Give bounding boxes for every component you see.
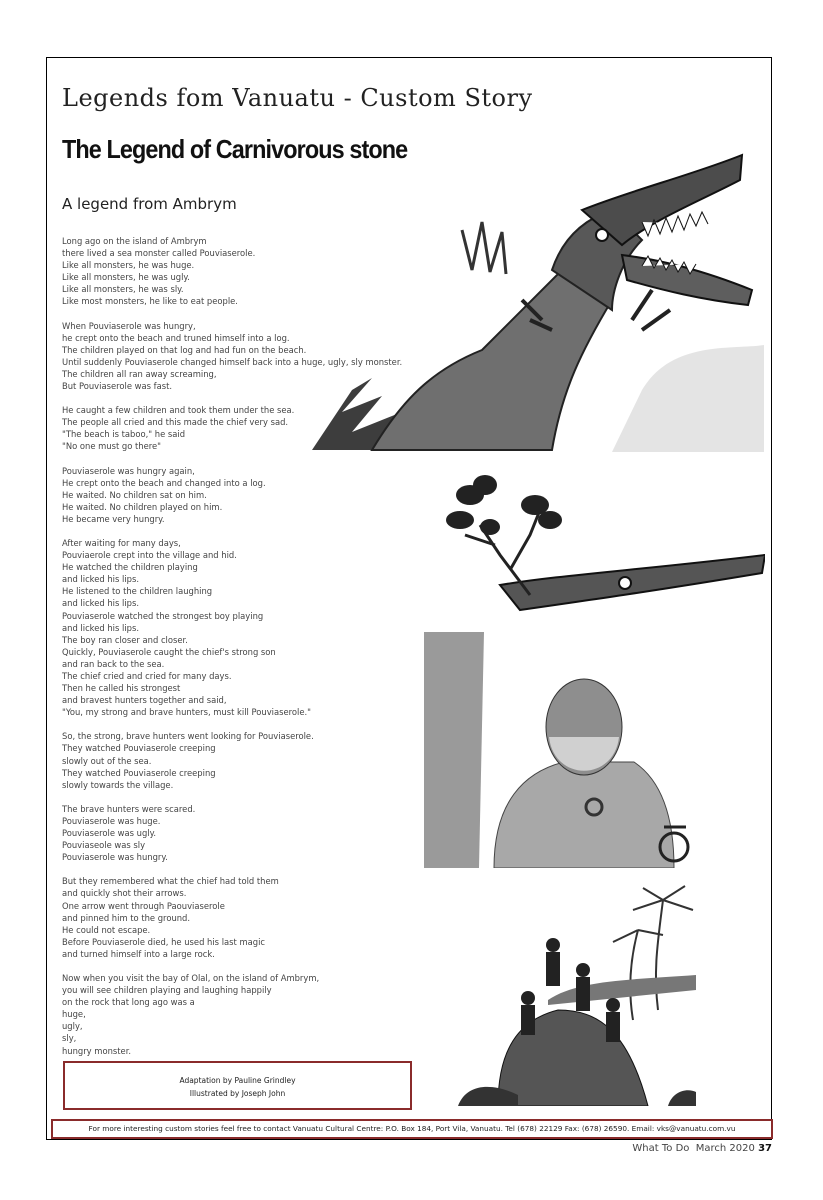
story-line: When Pouviaserole was hungry, xyxy=(62,320,196,331)
story-stanza xyxy=(62,803,417,863)
story-line: Then he called his strongest xyxy=(62,683,181,694)
story-line: Until suddenly Pouviaserole changed himself back into a huge, ugly, sly monster. xyxy=(62,356,403,367)
story-line: One arrow went through Paouviaserole xyxy=(62,900,225,911)
wash-background xyxy=(612,345,764,452)
story-line: "No one must go there" xyxy=(62,441,162,452)
rock xyxy=(498,1010,648,1106)
monster-lower-jaw xyxy=(622,255,752,305)
story-line: Quickly, Pouviaserole caught the chief's strong son xyxy=(62,646,276,657)
story-line: He listened to the children laughing xyxy=(62,586,213,597)
story-line: and quickly shot their arrows. xyxy=(62,888,187,899)
story-line: But Pouviaserole was fast. xyxy=(62,381,173,392)
story-line: Now when you visit the bay of Olal, on the island of Ambrym, xyxy=(62,972,320,983)
story-line: He caught a few children and took them under the sea. xyxy=(62,405,295,416)
story-stanza xyxy=(62,730,417,790)
adaptation-credit: Adaptation by Pauline Grindley xyxy=(179,1076,296,1085)
branch-leaves xyxy=(446,475,562,535)
story-line: Before Pouviaserole died, he used his last magic xyxy=(62,936,266,947)
story-line: Pouviaerole crept into the village and hid. xyxy=(62,550,237,561)
story-line: So, the strong, brave hunters went looking for Pouviaserole. xyxy=(62,731,314,742)
branch-log xyxy=(500,555,765,610)
story-line: The children all ran away screaming, xyxy=(62,368,217,379)
palm-trees xyxy=(613,886,693,1020)
story-line: Pouviaserole was ugly. xyxy=(62,828,157,839)
story-line: huge, xyxy=(62,1009,86,1020)
story-line: slowly out of the sea. xyxy=(62,755,152,766)
story-line: Like all monsters, he was sly. xyxy=(62,284,184,295)
story-line: He became very hungry. xyxy=(62,513,165,524)
branch-illustration xyxy=(440,465,765,615)
story-line: and bravest hunters together and said, xyxy=(62,695,227,706)
story-line: He watched the children playing xyxy=(62,562,198,573)
credits-box xyxy=(63,1061,412,1110)
story-line: He waited. No children played on him. xyxy=(62,501,223,512)
story-line: Like all monsters, he was huge. xyxy=(62,260,195,271)
story-line: The brave hunters were scared. xyxy=(62,803,196,814)
story-line: The chief cried and cried for many days. xyxy=(62,671,232,681)
story-line: Pouviaserole was hungry again, xyxy=(62,465,195,476)
story-line: you will see children playing and laughing happily xyxy=(62,985,272,996)
monster-body xyxy=(372,270,612,450)
monster-spines xyxy=(462,222,506,274)
story-line: and turned himself into a large rock. xyxy=(62,948,215,959)
story-line: But they remembered what the chief had told them xyxy=(62,876,279,887)
story-stanza xyxy=(62,972,417,1057)
children-on-rock-illustration xyxy=(458,880,696,1106)
story-line: Pouviaserole watched the strongest boy playing xyxy=(62,610,264,621)
story-line: and licked his lips. xyxy=(62,574,140,585)
page-number: 37 xyxy=(758,1143,772,1154)
story-line: Long ago on the island of Ambrym xyxy=(62,236,207,246)
sea-monster-illustration xyxy=(312,150,764,452)
magazine-name: What To Do xyxy=(632,1143,690,1154)
story-line: and licked his lips. xyxy=(62,622,140,633)
story-line: Like most monsters, he like to eat people. xyxy=(62,296,238,307)
story-line: "The beach is taboo," he said xyxy=(62,429,186,440)
contact-footer: For more interesting custom stories feel free to contact Vanuatu Cultural Centre: P.O. Box 184, Port Vila, Vanuatu. Tel (678) 22129 Fax: (678) 26590. Email: vks@vanuatu.com.vu xyxy=(51,1119,773,1139)
story-subtitle: A legend from Ambrym xyxy=(62,195,237,213)
tree-trunk xyxy=(424,632,484,868)
story-line: He waited. No children sat on him. xyxy=(62,489,207,500)
story-line: and pinned him to the ground. xyxy=(62,912,191,923)
story-line: sly, xyxy=(62,1033,77,1044)
story-line: Like all monsters, he was ugly. xyxy=(62,272,190,283)
story-line: "You, my strong and brave hunters, must kill Pouviaserole." xyxy=(62,707,312,718)
story-line: there lived a sea monster called Pouviaserole. xyxy=(62,248,256,259)
chief-illustration xyxy=(424,632,700,868)
issue-date: March 2020 xyxy=(695,1143,755,1154)
story-line: Pouviaseole was sly xyxy=(62,840,146,851)
page-title: The Legend of Carnivorous stone xyxy=(62,134,408,164)
story-line: The people all cried and this made the chief very sad. xyxy=(62,417,289,428)
story-line: They watched Pouviaserole creeping xyxy=(62,743,216,754)
story-line: on the rock that long ago was a xyxy=(62,997,195,1008)
story-line: After waiting for many days, xyxy=(62,537,181,548)
story-line: ugly, xyxy=(62,1021,83,1032)
story-stanza xyxy=(62,537,417,718)
illustration-credit: Illustrated by Joseph John xyxy=(189,1089,286,1098)
story-line: He could not escape. xyxy=(62,924,151,935)
story-line: hungry monster. xyxy=(62,1045,132,1056)
distant-shore xyxy=(548,975,696,1005)
log-eye xyxy=(619,577,631,589)
monster-eye xyxy=(596,229,608,241)
story-line: Pouviaserole was huge. xyxy=(62,815,161,826)
story-line: The children played on that log and had fun on the beach. xyxy=(62,344,307,355)
story-line: The boy ran closer and closer. xyxy=(62,634,188,645)
page-folio xyxy=(632,1143,772,1154)
series-heading: Legends fom Vanuatu - Custom Story xyxy=(62,84,533,112)
story-line: slowly towards the village. xyxy=(62,779,174,790)
story-line: and licked his lips. xyxy=(62,598,140,609)
story-stanza xyxy=(62,875,417,960)
story-line: Pouviaserole was hungry. xyxy=(62,852,168,863)
story-line: He crept onto the beach and changed into a log. xyxy=(62,477,266,488)
story-line: he crept onto the beach and truned himself into a log. xyxy=(62,332,290,343)
story-stanza xyxy=(62,465,417,525)
story-line: and ran back to the sea. xyxy=(62,658,165,669)
story-line: They watched Pouviaserole creeping xyxy=(62,767,216,778)
